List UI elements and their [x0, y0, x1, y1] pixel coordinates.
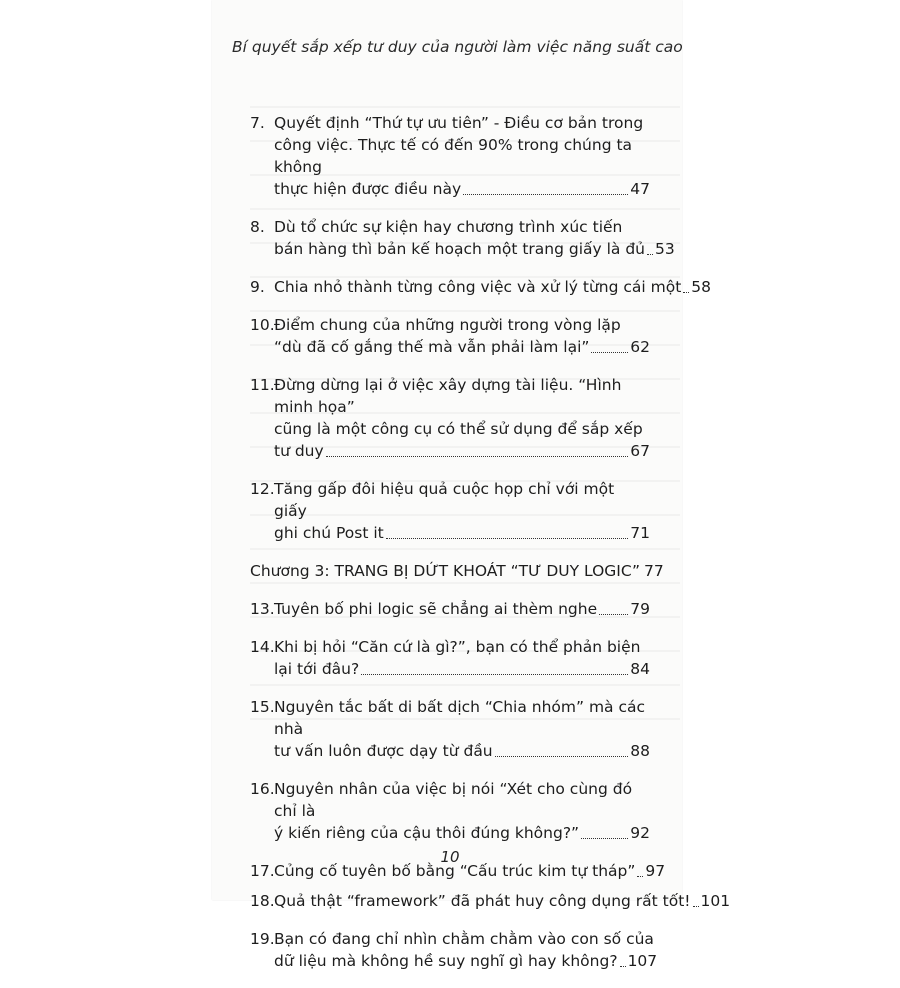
running-header — [222, 30, 683, 64]
dot-leader — [591, 352, 628, 353]
entry-line: Đừng dừng lại ở việc xây dựng tài liệu. “Hình minh họa” — [274, 376, 622, 416]
dot-leader — [693, 906, 699, 907]
entry-line: ghi chú Post it — [274, 524, 384, 542]
toc-entry-15[interactable] — [250, 696, 650, 762]
entry-number: 19. — [250, 930, 275, 948]
entry-line: Điểm chung của những người trong vòng lặp — [274, 316, 621, 334]
entry-line: Dù tổ chức sự kiện hay chương trình xúc tiến — [274, 218, 623, 236]
page-ref: 67 — [630, 442, 650, 460]
entry-line: Khi bị hỏi “Căn cứ là gì?”, bạn có thể phản biện — [274, 638, 641, 656]
entry-line: Bạn có đang chỉ nhìn chằm chằm vào con số của — [274, 930, 654, 948]
entry-number: 18. — [250, 892, 275, 910]
entry-line: ý kiến riêng của cậu thôi đúng không?” — [274, 824, 580, 842]
entry-line: thực hiện được điều này — [274, 180, 462, 198]
dot-leader — [599, 614, 628, 615]
entry-line: lại tới đâu? — [274, 660, 360, 678]
page-ref: 53 — [655, 240, 675, 258]
chapter-title: Chương 3: TRANG BỊ DỨT KHOÁT “TƯ DUY LOGIC” — [250, 562, 641, 580]
entry-number: 11. — [250, 376, 275, 394]
dot-leader — [463, 194, 628, 195]
page-ref: 77 — [644, 562, 664, 580]
toc-entry-14[interactable] — [250, 636, 650, 680]
dot-leader — [495, 756, 629, 757]
dot-leader — [361, 674, 628, 675]
entry-number: 7. — [250, 114, 265, 132]
toc-entry-19[interactable] — [250, 928, 658, 972]
entry-line: Tăng gấp đôi hiệu quả cuộc họp chỉ với một giấy — [274, 480, 615, 520]
toc-entry-12[interactable] — [250, 478, 650, 544]
entry-line: “dù đã cố gắng thế mà vẫn phải làm lại” — [274, 338, 590, 356]
toc-entry-13[interactable] — [250, 598, 650, 620]
toc-entry-10[interactable] — [250, 314, 650, 358]
entry-number: 14. — [250, 638, 275, 656]
entry-number: 13. — [250, 600, 275, 618]
entry-line: Củng cố tuyên bố bằng “Cấu trúc kim tự tháp” — [274, 862, 636, 880]
entry-number: 15. — [250, 698, 275, 716]
entry-line: bán hàng thì bản kế hoạch một trang giấy là đủ — [274, 240, 646, 258]
page-ref: 97 — [645, 862, 666, 880]
dot-leader — [620, 966, 626, 967]
entry-number: 9. — [250, 278, 265, 296]
dot-leader — [581, 838, 628, 839]
entry-line: Quyết định “Thứ tự ưu tiên” - Điều cơ bản trong — [274, 114, 644, 132]
page-ref: 101 — [700, 892, 731, 910]
toc-entry-8[interactable] — [250, 216, 675, 260]
dot-leader — [683, 292, 689, 293]
page-ref: 62 — [630, 338, 650, 356]
dot-leader — [386, 538, 629, 539]
entry-line: cũng là một công cụ có thể sử dụng để sắp xếp — [274, 420, 643, 438]
page-ref: 79 — [630, 600, 650, 618]
toc-entry-7[interactable] — [250, 112, 650, 200]
page-ref: 107 — [627, 952, 658, 970]
page-number: 10 — [440, 848, 460, 866]
entry-line: Quả thật “framework” đã phát huy công dụng rất tốt! — [274, 892, 691, 910]
entry-line: dữ liệu mà không hề suy nghĩ gì hay không? — [274, 952, 618, 970]
page-ref: 84 — [630, 660, 650, 678]
entry-number: 10. — [250, 316, 275, 334]
toc-entry-11[interactable] — [250, 374, 650, 462]
page-ref: 88 — [630, 742, 650, 760]
book-title: Bí quyết sắp xếp tư duy của người làm việc năng suất cao — [232, 38, 683, 56]
toc-entry-16[interactable] — [250, 778, 650, 844]
page-ref: 47 — [630, 180, 650, 198]
entry-line: công việc. Thực tế có đến 90% trong chúng ta không — [274, 136, 633, 176]
dot-leader — [647, 254, 653, 255]
entry-number: 16. — [250, 780, 275, 798]
entry-line: tư vấn luôn được dạy từ đầu — [274, 742, 493, 760]
entry-line: tư duy — [274, 442, 324, 460]
page-ref: 71 — [630, 524, 650, 542]
toc-entry-18[interactable] — [250, 890, 731, 912]
page-ref: 58 — [691, 278, 712, 296]
entry-number: 12. — [250, 480, 275, 498]
toc-entry-9[interactable] — [250, 276, 712, 298]
dot-leader — [637, 876, 643, 877]
chapter-heading[interactable] — [250, 560, 664, 582]
entry-line: Nguyên tắc bất di bất dịch “Chia nhóm” mà các nhà — [274, 698, 646, 738]
entry-number: 8. — [250, 218, 265, 236]
entry-number: 17. — [250, 862, 275, 880]
dot-leader — [326, 456, 629, 457]
entry-line: Nguyên nhân của việc bị nói “Xét cho cùng đó chỉ là — [274, 780, 633, 820]
entry-line: Chia nhỏ thành từng công việc và xử lý từng cái một — [274, 278, 682, 296]
entry-line: Tuyên bố phi logic sẽ chẳng ai thèm nghe — [274, 600, 598, 618]
page-ref: 92 — [630, 824, 650, 842]
